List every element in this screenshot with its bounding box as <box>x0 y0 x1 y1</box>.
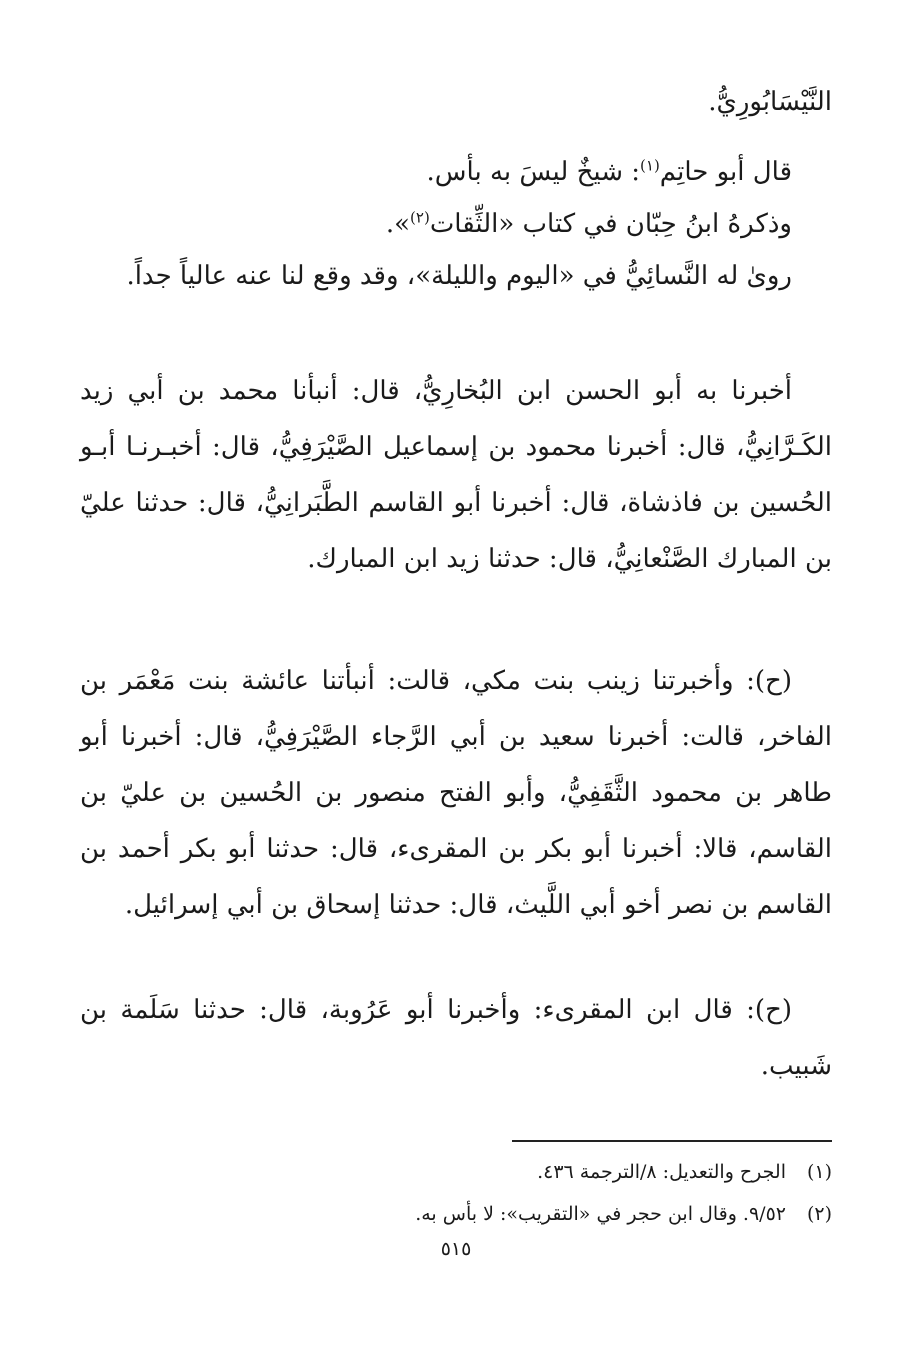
footnote-1 <box>80 1157 832 1187</box>
page-number: ٥١٥ <box>440 1238 472 1260</box>
footnote-1-text: الجرح والتعديل: ٨/الترجمة ٤٣٦. <box>537 1161 786 1183</box>
paragraph-ibn-hibban <box>80 196 832 252</box>
ibn-hibban-close: ». <box>385 209 411 239</box>
paragraph-isnad-abu-aruba: (ح): قال ابن المقرىء: وأخبرنا أبو عَرُوبة، قال: حدثنا سَلَمة بن شَبيب. <box>80 995 832 1081</box>
paragraph-nisaburi: النَّيْسَابُورِيُّ. <box>708 87 832 117</box>
paragraph-abu-hatim <box>80 144 832 200</box>
abu-hatim-text: قال أبو حاتِم <box>659 157 792 187</box>
paragraph-isnad-bukhari: أخبرنا به أبو الحسن ابن البُخارِيُّ، قال: أنبأنا محمد بن أبي زيد الكَـرَّانِيُّ، قال: أخبرنا محمود بن إسماعيل الصَّيْرَفِيُّ، قال: أخبـرنـا أبـو الحُسين بن فاذشاة، قال: أخبرنا أبو القاسم الطَّبَرانِيُّ، قال: حدثنا عليّ بن المبارك الصَّنْعانِيُّ، قال: حدثنا زيد ابن المبارك. <box>80 376 832 574</box>
paragraph-isnad-zaynab: (ح): وأخبرتنا زينب بنت مكي، قالت: أنبأتنا عائشة بنت مَعْمَر بن الفاخر، قالت: أخبرنا سعيد بن أبي الرَّجاء الصَّيْرَفِيُّ، قال: أخبرنا أبو طاهر بن محمود الثَّقَفِيُّ، وأبو الفتح منصور بن الحُسين بن عليّ بن القاسم، قالا: أخبرنا أبو بكر بن المقرىء، قال: حدثنا أبو بكر أحمد بن القاسم بن نصر أخو أبي اللَّيث، قال: حدثنا إسحاق بن أبي إسرائيل. <box>80 666 832 920</box>
footnote-2-number: (٢) <box>806 1203 832 1225</box>
footnote-marker-2[interactable]: (٢) <box>410 208 430 227</box>
abu-hatim-quote: : شيخٌ ليسَ به بأس. <box>426 157 641 187</box>
footnote-2 <box>80 1199 832 1229</box>
footnote-marker-1[interactable]: (١) <box>640 156 660 175</box>
footnote-separator <box>512 1140 832 1142</box>
paragraph-nasai: روىٰ له النَّسائِيُّ في «اليوم والليلة»، وقد وقع لنا عنه عالياً جداً. <box>126 261 792 291</box>
footnote-1-number: (١) <box>806 1161 832 1183</box>
ibn-hibban-text: وذكرهُ ابنُ حِبّان في كتاب «الثِّقات <box>429 209 792 239</box>
footnote-2-text: ٩/٥٢. وقال ابن حجر في «التقريب»: لا بأس به. <box>415 1203 786 1225</box>
